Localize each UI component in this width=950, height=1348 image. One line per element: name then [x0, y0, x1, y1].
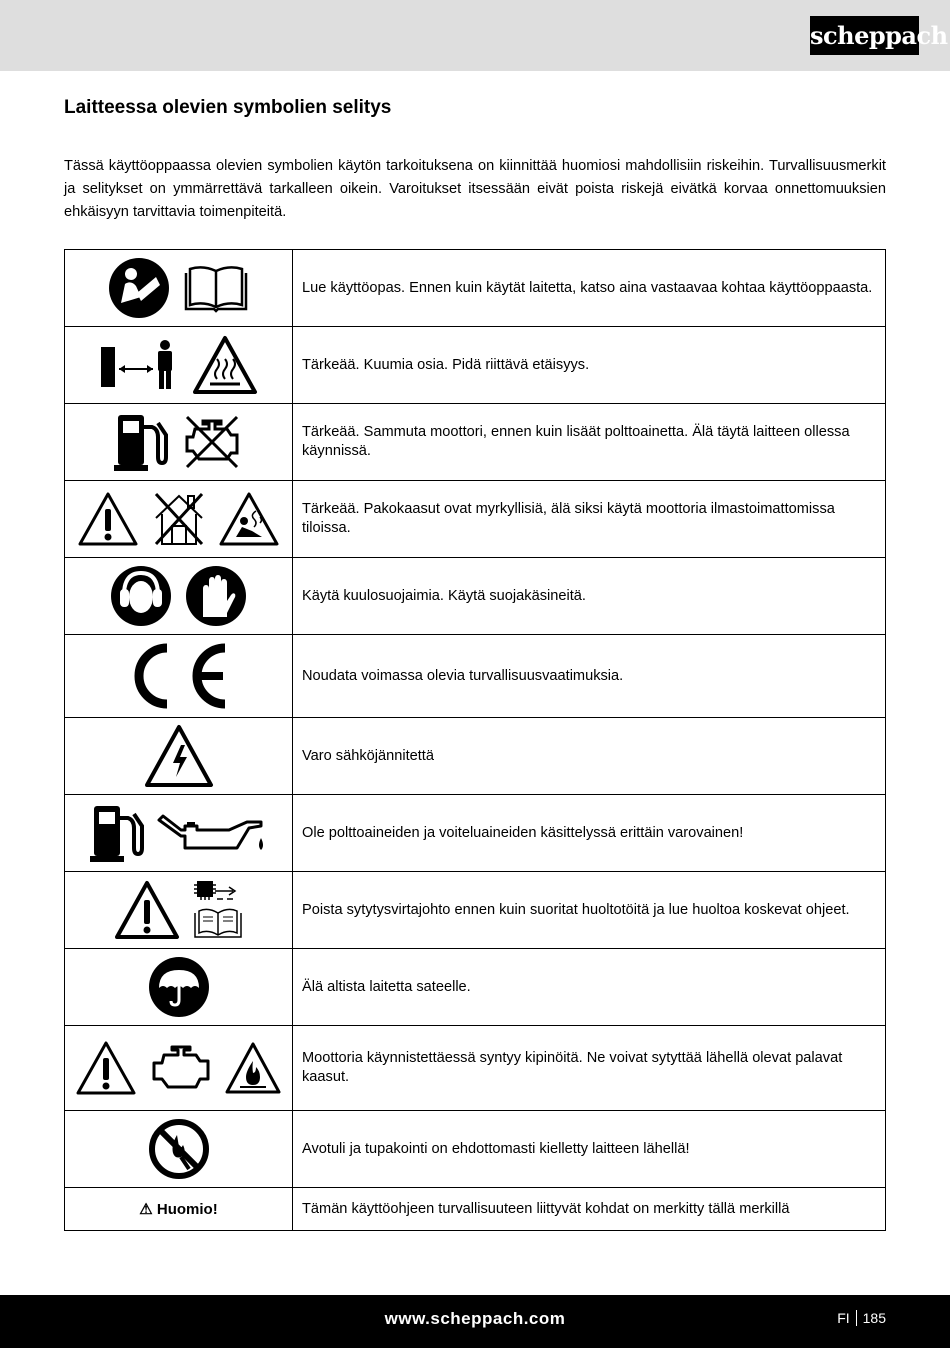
- table-row: [65, 1026, 886, 1111]
- table-row: [65, 327, 886, 404]
- icon-cell: [65, 718, 293, 795]
- description-cell: Tärkeää. Sammuta moottori, ennen kuin lisäät polttoainetta. Älä täytä laitteen ollessa käynnissä.: [293, 404, 886, 481]
- icon-cell: [65, 872, 293, 949]
- description-cell: Avotuli ja tupakointi on ehdottomasti kielletty laitteen lähellä!: [293, 1111, 886, 1188]
- intro-paragraph: Tässä käyttöoppaassa olevien symbolien käytön tarkoituksena on kiinnittää huomiosi mahdollisiin riskeihin. Turvallisuusmerkit ja selitykset on ymmärrettävä tarkalleen oikein. Varoitukset itsessään eivät poista riskejä eivätkä korvaa onnettomuuksien ehkäisyyn tarvittavia toimenpiteitä.: [64, 158, 886, 220]
- protective-gloves-icon: [185, 565, 247, 627]
- description-cell: Älä altista laitetta sateelle.: [293, 949, 886, 1026]
- table-row: [65, 404, 886, 481]
- icon-cell: [65, 949, 293, 1026]
- icon-cell: [65, 558, 293, 635]
- description-cell: Tärkeää. Kuumia osia. Pidä riittävä etäisyys.: [293, 327, 886, 404]
- no-indoor-use-icon: [152, 490, 206, 548]
- icon-cell: [65, 404, 293, 481]
- engine-icon: [150, 1043, 212, 1093]
- general-warning-icon: [77, 491, 139, 547]
- table-row: [65, 872, 886, 949]
- flammable-warning-icon: [224, 1041, 282, 1095]
- ear-protection-icon: [110, 565, 172, 627]
- description-cell: Varo sähköjännitettä: [293, 718, 886, 795]
- website-link[interactable]: www.scheppach.com: [384, 1309, 566, 1328]
- header-bar: [0, 0, 950, 71]
- description-cell: Tärkeää. Pakokaasut ovat myrkyllisiä, älä siksi käytä moottoria ilmastoimattomissa tiloissa.: [293, 481, 886, 558]
- icon-cell: [65, 1026, 293, 1111]
- description-cell: Noudata voimassa olevia turvallisuusvaatimuksia.: [293, 635, 886, 718]
- icon-cell: [65, 327, 293, 404]
- description-cell: Käytä kuulosuojaimia. Käytä suojakäsineitä.: [293, 558, 886, 635]
- scheppach-logo: scheppach: [810, 16, 919, 55]
- table-row: [65, 718, 886, 795]
- hot-surface-warning-icon: [192, 335, 258, 395]
- description-cell: Lue käyttöopas. Ennen kuin käytät laitetta, katso aina vastaavaa kohtaa käyttöoppaasta.: [293, 250, 886, 327]
- fuel-pump-icon: [90, 804, 144, 862]
- icon-cell: [65, 795, 293, 872]
- notice-text-cell: Tämän käyttöohjeen turvallisuuteen liittyvät kohdat on merkitty tällä merkillä: [293, 1188, 886, 1231]
- icon-cell: [65, 481, 293, 558]
- general-warning-icon: [114, 880, 180, 940]
- footer-bar: [0, 1295, 950, 1348]
- engine-off-icon: [181, 413, 243, 471]
- description-cell: Ole polttoaineiden ja voiteluaineiden käsittelyssä erittäin varovainen!: [293, 795, 886, 872]
- notice-label-cell: [65, 1188, 293, 1231]
- table-row: [65, 558, 886, 635]
- page-title: Laitteessa olevien symbolien selitys: [64, 97, 392, 118]
- icon-cell: [65, 635, 293, 718]
- table-row: [65, 481, 886, 558]
- symbol-table: [64, 249, 886, 1231]
- fuel-pump-icon: [114, 413, 168, 471]
- divider: [856, 1310, 857, 1326]
- icon-cell: [65, 1111, 293, 1188]
- description-cell: Moottoria käynnistettäessä syntyy kipinöitä. Ne voivat sytyttää lähellä olevat palavat kaasut.: [293, 1026, 886, 1111]
- general-warning-icon: [75, 1040, 137, 1096]
- oil-can-icon: [157, 808, 267, 858]
- table-row: [65, 250, 886, 327]
- language-code: FI: [837, 1310, 850, 1326]
- table-row: [65, 949, 886, 1026]
- table-row: [65, 1188, 886, 1231]
- notice-label: ⚠ Huomio!: [139, 1200, 218, 1218]
- page-number: [837, 1295, 886, 1342]
- icon-cell: [65, 250, 293, 327]
- no-open-flame-icon: [147, 1117, 211, 1181]
- table-row: [65, 1111, 886, 1188]
- keep-distance-icon: [99, 339, 179, 391]
- spark-plug-manual-icon: [193, 879, 243, 941]
- electrical-hazard-icon: [143, 723, 215, 789]
- toxic-fumes-warning-icon: [218, 491, 280, 547]
- umbrella-icon: [148, 956, 210, 1018]
- description-cell: Poista sytytysvirtajohto ennen kuin suoritat huoltotöitä ja lue huoltoa koskevat ohjeet.: [293, 872, 886, 949]
- open-book-icon: [183, 263, 249, 313]
- read-manual-icon: [108, 257, 170, 319]
- table-row: [65, 795, 886, 872]
- ce-mark-icon: [127, 640, 231, 712]
- page-number-value: 185: [862, 1310, 886, 1326]
- table-row: [65, 635, 886, 718]
